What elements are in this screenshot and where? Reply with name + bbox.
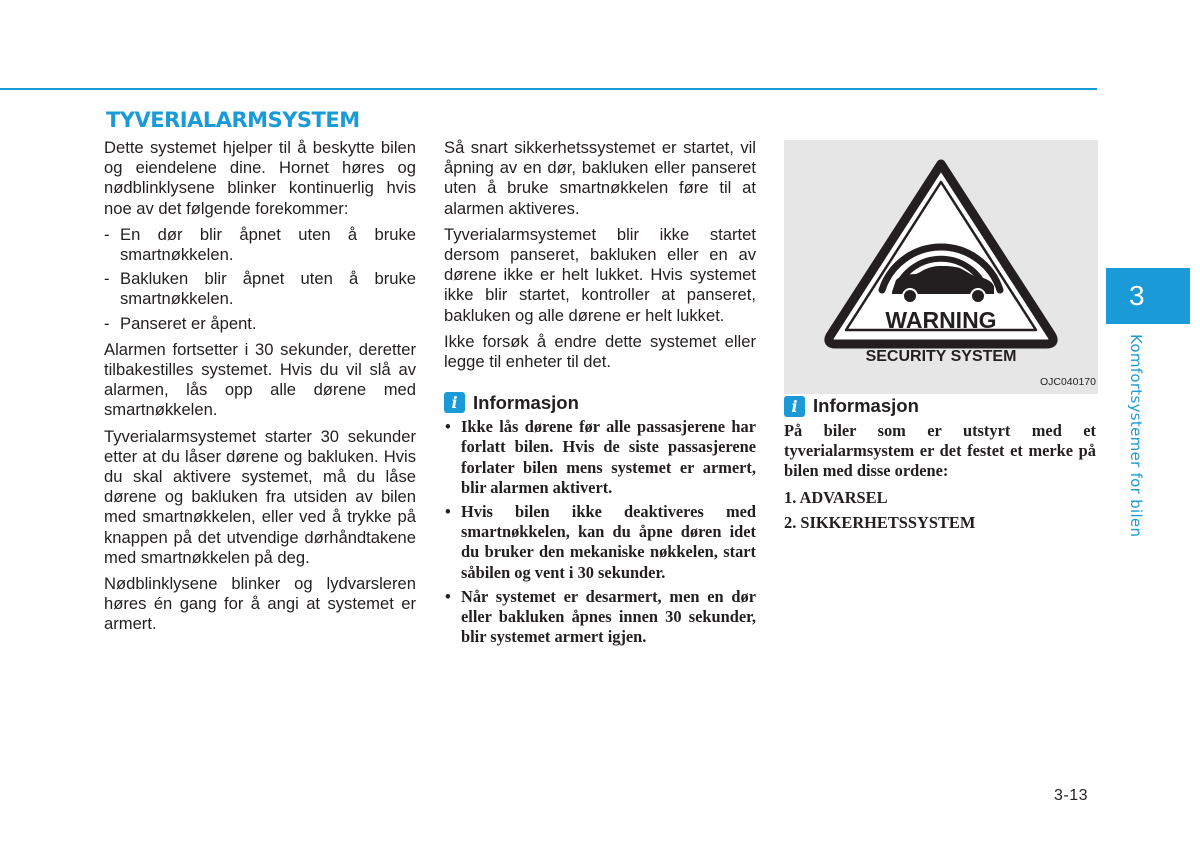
figure-code: OJC040170: [1039, 376, 1096, 388]
info-list-item: 1. ADVARSEL: [784, 487, 888, 507]
paragraph: Ikke forsøk å endre dette systemet eller legge til enheter til det.: [444, 331, 756, 372]
paragraph: Tyverialarmsystemet blir ikke startet dersom panseret, bakluken eller en av dørene ikke er helt lukket. Hvis systemet ikke blir startet, kontroller at panseret, bakluken og alle dørene er helt lukket.: [444, 224, 756, 325]
section-title: TYVERIALARMSYSTEM: [106, 108, 360, 132]
paragraph: Dette systemet hjelper til å beskytte bilen og eiendelene dine. Hornet høres og nødblinklysene blinker kontinuerlig hvis noe av det følgende forekommer:: [104, 138, 416, 218]
list-item: - Bakluken blir åpnet uten å bruke smartnøkkelen.: [104, 269, 416, 309]
info-icon: i: [444, 392, 465, 413]
info-icon: i: [784, 396, 805, 417]
paragraph: Alarmen fortsetter i 30 sekunder, deretter tilbakestilles systemet. Hvis du vil slå av alarmen, lås opp alle dørene med smartnøkkelen.: [104, 339, 416, 420]
chapter-tab: 3: [1106, 268, 1190, 324]
condition-list: [104, 225, 416, 334]
info-title: Informasjon: [473, 391, 579, 413]
column-3: [784, 396, 1096, 538]
paragraph: Nødblinklysene blinker og lydvarsleren høres én gang for å angi at systemet er armert.: [104, 574, 416, 634]
info-header: [784, 396, 1096, 417]
info-list-item: 2. SIKKERHETSSYSTEM: [784, 512, 976, 532]
list-item: - Panseret er åpent.: [104, 314, 416, 334]
info-title: Informasjon: [813, 395, 919, 417]
warning-triangle-icon: [784, 140, 1098, 394]
info-header: [444, 392, 756, 413]
info-bullet: • Ikke lås dørene før alle passasjerene har forlatt bilen. Hvis de siste passasjerene forlater bilen mens systemet er armert, blir alarmen aktivert.: [444, 417, 756, 498]
warning-text: WARNING: [885, 307, 997, 333]
list-item: - En dør blir åpnet uten å bruke smartnøkkelen.: [104, 225, 416, 265]
info-bullet: • Når systemet er desarmert, men en dør eller bakluken åpnes innen 30 sekunder, blir systemet armert igjen.: [444, 587, 756, 648]
header-rule: [0, 88, 1097, 90]
info-bullet-list: [444, 417, 756, 647]
column-1: [104, 138, 416, 641]
info-text: På biler som er utstyrt med et tyverialarmsystem er det festet et merke på bilen med disse ordene:: [784, 421, 1096, 481]
paragraph: Tyverialarmsystemet starter 30 sekunder etter at du låser dørene og bakluken. Hvis du skal aktivere systemet, må du låse dørene og bakluken fra utsiden av bilen med smartnøkkelen, eller ved å trykke på knappen på det utvendige dørhåndtakene med smartnøkkelen på deg.: [104, 426, 416, 567]
chapter-side-label: Komfortsystemer for bilen: [1127, 334, 1145, 538]
warning-label-figure: [784, 140, 1098, 394]
page-number: 3-13: [1054, 787, 1089, 804]
security-system-text: SECURITY SYSTEM: [865, 348, 1017, 365]
info-bullet: • Hvis bilen ikke deaktiveres med smartnøkkelen, kan du åpne døren idet du bruker den mekaniske nøkkelen, start såbilen og vent i 30 sekunder.: [444, 502, 756, 583]
column-2: [444, 138, 756, 651]
paragraph: Så snart sikkerhetssystemet er startet, vil åpning av en dør, bakluken eller panseret uten å bruke smartnøkkelen føre til at alarmen aktiveres.: [444, 138, 756, 218]
